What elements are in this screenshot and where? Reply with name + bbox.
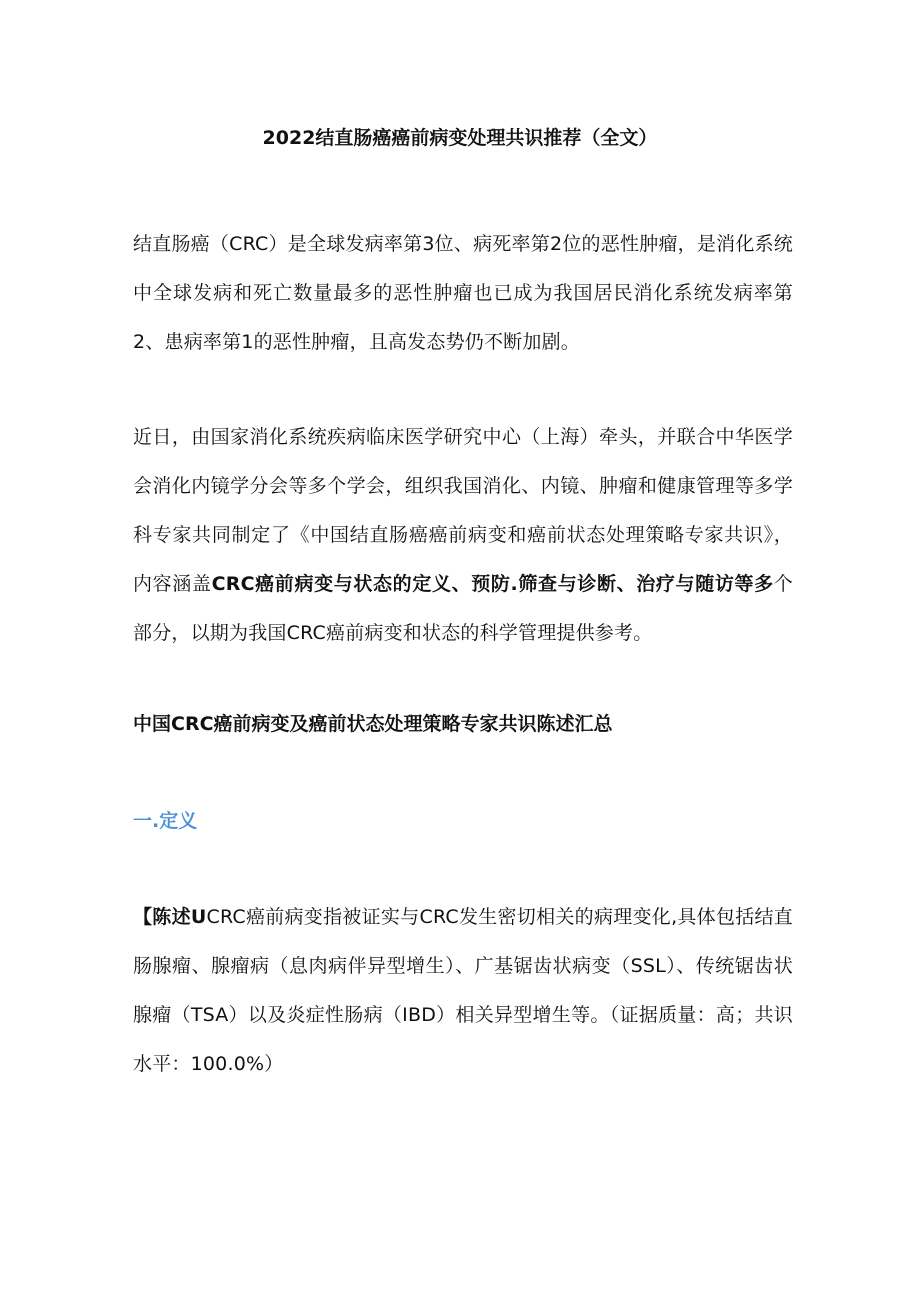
statement-label: 【陈述U [133,906,207,928]
statement-text: CRC癌前病变指被证实与CRC发生密切相关的病理变化,具体包括结直肠腺瘤、腺瘤病（息肉病伴异型增生）、广基锯齿状病变（SSL）、传统锯齿状腺瘤（TSA）以及炎症性肠病（IBD）相关异型增生等。（证据质量：高；共识水平：100.0%） [133,906,794,1075]
intro-paragraph: 结直肠癌（CRC）是全球发病率第3位、病死率第2位的恶性肿瘤，是消化系统中全球发病和死亡数量最多的恶性肿瘤也已成为我国居民消化系统发病率第2、患病率第1的恶性肿瘤，且高发态势仍不断加剧。 [133,233,793,353]
statement-paragraph [133,893,793,1089]
background-paragraph-emphasis: CRC癌前病变与状态的定义、预防.筛查与诊断、治疗与随访等多 [211,573,774,595]
background-paragraph [133,413,793,658]
section-heading: 中国CRC癌前病变及癌前状态处理策略专家共识陈述汇总 [133,713,613,735]
document-title: 2022结直肠癌癌前病变处理共识推荐（全文） [262,127,658,149]
subsection-heading-definition: 一.定义 [133,810,198,832]
background-paragraph-text: 近日，由国家消化系统疾病临床医学研究中心（上海）牵头，并联合中华医学会消化内镜学分会等多个学会，组织我国消化、内镜、肿瘤和健康管理等多学科专家共同制定了《中国结直肠癌癌前病变和癌前状态处理策略专家共识》，内容涵盖 [133,426,793,595]
background-paragraph-tail: 个部分，以期为我国CRC癌前病变和状态的科学管理提供参考。 [133,573,793,644]
